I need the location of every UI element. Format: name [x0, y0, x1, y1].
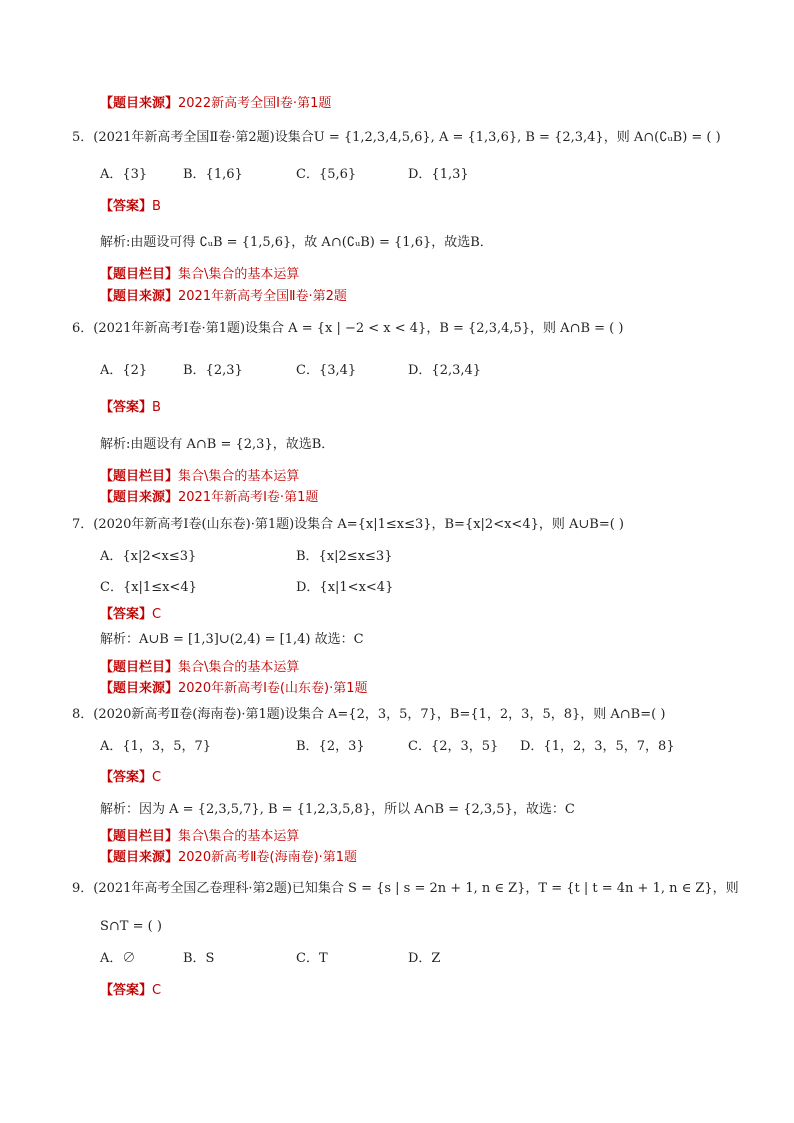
question-line	[72, 880, 739, 898]
answer-option: D．Z	[408, 951, 441, 966]
answer-tag: 【答案】	[100, 983, 153, 998]
answer-option: B．{x|2≤x≤3}	[296, 549, 393, 564]
answer-option: D．{x|1<x<4}	[296, 580, 394, 595]
source-text: 2021年新高考Ⅰ卷·第1题	[178, 490, 319, 505]
answer-option: B．{2,3}	[183, 363, 243, 378]
source-text: 集合\集合的基本运算	[178, 469, 300, 484]
source-tag: 【题目来源】	[100, 289, 179, 304]
answer-option: B．S	[183, 951, 215, 966]
answer-option: D．{1，2，3，5，7，8}	[520, 739, 675, 754]
source-line	[100, 828, 299, 846]
answer-line	[100, 399, 161, 417]
answer-option: C．T	[296, 951, 328, 966]
answer-option: D．{1,3}	[408, 167, 469, 182]
analysis-text: 解析：A∪B = [1,3]∪(2,4) = [1,4) 故选：C	[100, 632, 364, 647]
source-text: 集合\集合的基本运算	[178, 660, 300, 675]
answer-line	[100, 982, 161, 1000]
question-text: 6．(2021年新高考Ⅰ卷·第1题)设集合 A = {x | −2 < x < 4}，B = {2,3,4,5}，则 A∩B = ( )	[72, 321, 624, 336]
analysis-line	[100, 631, 364, 649]
question-text: 7．(2020年新高考Ⅰ卷(山东卷)·第1题)设集合 A={x|1≤x≤3}，B={x|2<x<4}，则 A∪B=( )	[72, 517, 624, 532]
source-tag: 【题目来源】	[100, 681, 179, 696]
source-tag: 【题目来源】	[100, 850, 179, 865]
source-line	[100, 489, 318, 507]
source-text: 2022新高考全国Ⅰ卷·第1题	[178, 96, 332, 111]
question-line	[72, 516, 624, 534]
answer-line	[100, 198, 161, 216]
source-line	[100, 659, 299, 677]
source-line	[100, 288, 347, 306]
answer-option: B．{1,6}	[183, 167, 243, 182]
answer-option: B．{2，3}	[296, 739, 365, 754]
source-line	[100, 468, 299, 486]
answer-text: B	[152, 400, 161, 415]
source-tag: 【题目栏目】	[100, 469, 179, 484]
answer-option: C．{5,6}	[296, 167, 357, 182]
analysis-line	[100, 436, 334, 454]
answer-option: A．∅	[100, 951, 136, 966]
answer-text: C	[152, 983, 162, 998]
analysis-text: 解析:由题设可得 ∁ᵤB = {1,5,6}，故 A∩(∁ᵤB) = {1,6}，故选B．	[100, 235, 493, 250]
source-tag: 【题目来源】	[100, 490, 179, 505]
plain-line	[100, 918, 162, 936]
question-line	[72, 129, 721, 147]
question-line	[72, 320, 623, 338]
analysis-text: 解析:由题设有 A∩B = {2,3}，故选B．	[100, 437, 335, 452]
answer-option: A．{3}	[100, 167, 148, 182]
source-text: 2021年新高考全国Ⅱ卷·第2题	[178, 289, 347, 304]
answer-text: C	[152, 770, 162, 785]
question-text: 9．(2021年高考全国乙卷理科·第2题)已知集合 S = {s | s = 2n + 1, n ∈ Z}，T = {t | t = 4n + 1, n ∈ Z}，则	[72, 881, 739, 896]
analysis-text: 解析：因为 A = {2,3,5,7}, B = {1,2,3,5,8}，所以 A∩B = {2,3,5}，故选：C	[100, 802, 575, 817]
answer-tag: 【答案】	[100, 770, 153, 785]
answer-option: A．{1，3，5，7}	[100, 739, 212, 754]
source-line	[100, 849, 357, 867]
answer-text: B	[152, 199, 161, 214]
source-tag: 【题目栏目】	[100, 267, 179, 282]
answer-option: C．{2，3，5}	[408, 739, 499, 754]
source-tag: 【题目栏目】	[100, 829, 179, 844]
source-text: 集合\集合的基本运算	[178, 267, 300, 282]
source-text: 2020新高考Ⅱ卷(海南卷)·第1题	[178, 850, 358, 865]
answer-tag: 【答案】	[100, 199, 153, 214]
answer-option: A．{2}	[100, 363, 148, 378]
analysis-line	[100, 801, 575, 819]
answer-tag: 【答案】	[100, 607, 153, 622]
answer-text: C	[152, 607, 162, 622]
source-line	[100, 95, 331, 113]
question-line	[72, 706, 665, 724]
answer-option: D．{2,3,4}	[408, 363, 482, 378]
answer-option: A．{x|2<x≤3}	[100, 549, 197, 564]
question-text: 8．(2020新高考Ⅱ卷(海南卷)·第1题)设集合 A={2，3，5，7}，B={1，2，3，5，8}，则 A∩B=( )	[72, 707, 666, 722]
question-text: 5．(2021年新高考全国Ⅱ卷·第2题)设集合U = {1,2,3,4,5,6}, A = {1,3,6}, B = {2,3,4}，则 A∩(∁ᵤB) = ( )	[72, 130, 721, 145]
source-text: 2020年新高考Ⅰ卷(山东卷)·第1题	[178, 681, 368, 696]
answer-option: C．{x|1≤x<4}	[100, 580, 197, 595]
plain-text: S∩T = ( )	[100, 919, 162, 934]
answer-tag: 【答案】	[100, 400, 153, 415]
source-tag: 【题目来源】	[100, 96, 179, 111]
source-line	[100, 266, 299, 284]
answer-option: C．{3,4}	[296, 363, 357, 378]
source-tag: 【题目栏目】	[100, 660, 179, 675]
answer-line	[100, 606, 161, 624]
source-line	[100, 680, 367, 698]
answer-line	[100, 769, 161, 787]
source-text: 集合\集合的基本运算	[178, 829, 300, 844]
analysis-line	[100, 234, 493, 252]
